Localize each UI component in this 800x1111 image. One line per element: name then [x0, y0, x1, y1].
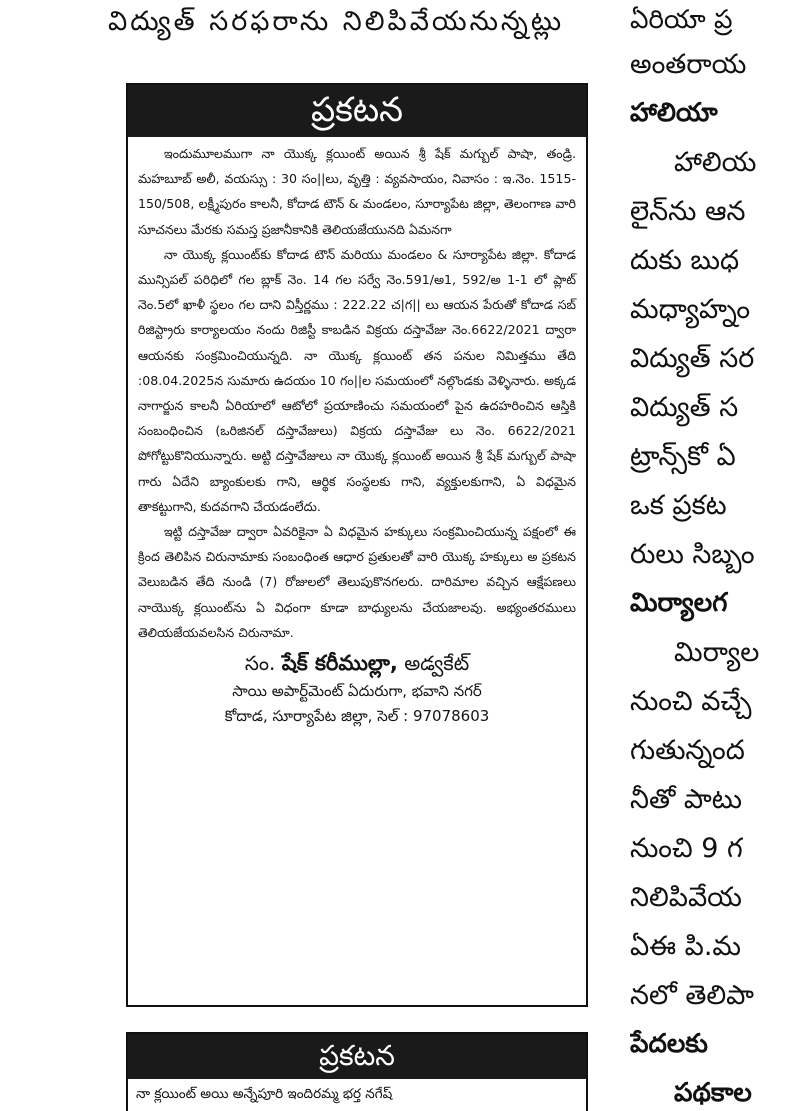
address-line: సాయి అపార్ట్‌మెంట్ ఏదురుగా, భవాని నగర్: [232, 682, 482, 701]
public-notice-box: [126, 83, 588, 1007]
column-line: మధ్యాహ్నం: [630, 294, 751, 325]
column-subheading: హాలియా: [630, 98, 718, 128]
notice-body: [128, 137, 586, 729]
signature-role: అడ్వకేట్: [404, 651, 470, 676]
article-headline-top: విద్యుత్ సరఫరాను నిలిపివేయనున్నట్లు: [108, 6, 565, 37]
column-line: ఏరియా ప్ర: [630, 5, 733, 35]
column-line: హాలియ: [674, 147, 757, 178]
notice-paragraph: ఇందుమూలముగా నా యొక్క క్లయింట్ అయిన శ్రీ షేక్ మగ్బుల్ పాషా, తండ్రి. మహబూబ్ అలీ, వయస్సు : 30 సం||లు, వృత్తి : వ్యవసాయం, నివాసం : ఇ.నెం. 1515-150/508, లక్ష్మీపురం కాలనీ, కోదాడ టౌన్ & మండలం, సూర్యాపేట జిల్లా, తెలంగాణ వారి సూచనలు మేరకు సమస్త ప్రజానీకానికి తెలియజేయునది ఏమనగా: [138, 146, 576, 237]
column-line: గుతున్నంద: [630, 735, 745, 766]
column-line: రులు సిబ్బం: [630, 539, 755, 570]
notice-paragraph: ఇట్టి దస్తావేజు ద్వారా ఏవరికైనా ఏ విధమైన హక్కులు సంక్రమించియున్న పక్షంలో ఈ క్రింద తెలిపిన చిరునామాకు సంబంధింత ఆధార ప్రతులతో వారి యొక్క హక్కులు అ ప్రకటన వెలుబడిన తేది నుండి (7) రోజులలో తెలుపుకొనగలరు. దారిమాల వచ్చిన ఆక్షేపణలు నాయొక్క క్లయింట్‌ను ఏ విధంగా కూడా బాధ్యులను చేయజాలవు. అభ్యంతరములు తెలియజేయవలసిన చిరునామా.: [138, 524, 576, 640]
signature-name: షేక్ కరీముల్లా,: [281, 651, 398, 676]
column-line: ఒక ప్రకట: [630, 490, 727, 521]
column-line: విద్యుత్ సర: [630, 343, 755, 374]
column-line: నలో తెలిపా: [630, 980, 754, 1011]
adjacent-news-column: [630, 0, 800, 1111]
column-line: నీతో పాటు: [630, 784, 742, 815]
signature-prefix: సం.: [244, 651, 276, 676]
column-line: ట్రాన్స్‌కో ఏ: [630, 441, 736, 472]
notice-title: ప్రకటన: [128, 1034, 586, 1079]
column-line: నుంచి 9 గ: [630, 833, 743, 864]
column-subheading: మిర్యాలగ: [630, 588, 728, 618]
column-line: లైన్‌ను ఆన: [630, 196, 746, 227]
column-line: నుంచి వచ్చే: [630, 686, 752, 717]
column-line: అంతరాయ: [630, 49, 747, 80]
notice-paragraph: నా యొక్క క్లయింట్‌కు కోదాడ టౌన్ మరియు మండలం & సూర్యాపేట జిల్లా. కోదాడ మున్సిపల్ పరిధిలో గల బ్లాక్ నెం. 14 గల సర్వే నెం.591/అ1, 592/అ 1-1 లో ప్లాట్ నెం.5లో ఖాళీ స్థలం గల దాని విస్తీర్ణము : 222.22 చ|గ|| లు ఆయన పేరుతో కోదాడ సబ్ రిజిస్ట్రారు కార్యాలయం నందు రిజిస్టీ కాబడిన విక్రయ దస్తావేజు నెం.6622/2021 ద్వారా ఆయనకు సంక్రమించియున్నది. నా యొక్క క్లయింట్ తన పనుల నిమిత్తము తేది :08.04.2025న సుమారు ఉదయం 10 గం||ల సమయంలో నల్గొండకు వెళ్ళినారు. అక్కడ నాగార్జున కాలనీ ఏరియాలో ఆటోలో ప్రయాణించు సమయంలో పైన ఉదహరించిన ఆస్తికి సంబంధించిన (ఒరిజినల్ దస్తావేజులు) విక్రయ దస్తావేజు లు నెం. 6622/2021 పోగోట్టుకొనియున్నారు. అట్టి దస్తావేజులు నా యొక్క క్లయింట్ అయిన శ్రీ షేక్ మగ్బుల్ పాషా గారు ఏదేని బ్యాంకులకు గాని, ఆర్థిక సంస్థలకు గాని, వ్యక్తులకుగాని, ఏ విధమైన తాకట్టుగాని, కుదవగాని చేయడంలేదు.: [138, 246, 576, 514]
column-line: ఏఈ పి.మ: [630, 931, 741, 962]
column-subheading: పథకాల: [674, 1078, 752, 1108]
column-line: విద్యుత్ స: [630, 392, 739, 423]
column-line: మిర్యాల: [674, 637, 760, 668]
column-line: నిలిపివేయ: [630, 882, 742, 913]
notice-paragraph: నా క్లయింట్ అయి అన్నేపూరి ఇందిరమ్మ భర్త నగేష్: [136, 1086, 393, 1102]
public-notice-box-second: [126, 1032, 588, 1111]
notice-signature: [138, 647, 576, 729]
address-line: కోదాడ, సూర్యాపేట జిల్లా, సెల్ : 97078603: [224, 707, 490, 726]
column-line: దుకు బుధ: [630, 245, 740, 276]
column-subheading: పేదలకు: [630, 1029, 708, 1059]
notice-title: ప్రకటన: [128, 85, 586, 137]
